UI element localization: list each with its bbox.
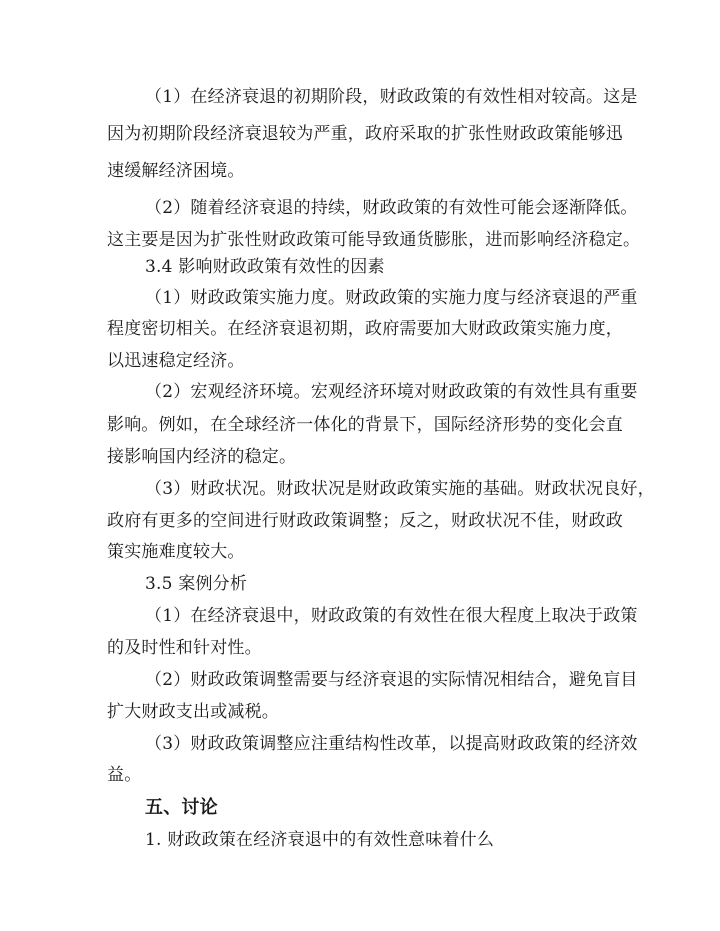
paragraph-line: （1）在经济衰退中，财政政策的有效性在很大程度上取决于政策: [145, 606, 638, 626]
paragraph-line: 以迅速稳定经济。: [107, 351, 245, 371]
chapter-heading-discussion: 五、讨论: [145, 797, 218, 818]
section-heading-3-4: 3.4 影响财政政策有效性的因素: [145, 257, 385, 277]
paragraph-line: 政府有更多的空间进行财政政策调整；反之，财政状况不佳，财政政: [107, 511, 623, 531]
paragraph-line: 影响。例如，在全球经济一体化的背景下，国际经济形势的变化会直: [107, 415, 623, 435]
section-heading-3-5: 3.5 案例分析: [145, 574, 248, 594]
paragraph-line: （2）财政政策调整需要与经济衰退的实际情况相结合，避免盲目: [145, 670, 638, 690]
paragraph-line: 程度密切相关。在经济衰退初期，政府需要加大财政政策实施力度，: [107, 319, 623, 339]
discussion-question: 1. 财政政策在经济衰退中的有效性意味着什么: [145, 830, 495, 850]
paragraph-line: （3）财政状况。财政状况是财政政策实施的基础。财政状况良好，: [145, 479, 655, 499]
paragraph-line: 因为初期阶段经济衰退较为严重，政府采取的扩张性财政政策能够迅: [107, 124, 623, 144]
paragraph-line: （3）财政政策调整应注重结构性改革，以提高财政政策的经济效: [145, 734, 638, 754]
paragraph-line: 益。: [107, 765, 142, 785]
paragraph-line: 这主要是因为扩张性财政政策可能导致通货膨胀，进而影响经济稳定。: [107, 230, 641, 250]
paragraph-line: （1）财政政策实施力度。财政政策的实施力度与经济衰退的严重: [145, 288, 638, 308]
paragraph-line: 的及时性和针对性。: [107, 638, 262, 658]
paragraph-line: （1）在经济衰退的初期阶段，财政政策的有效性相对较高。这是: [145, 87, 638, 107]
paragraph-line: 策实施难度较大。: [107, 542, 245, 562]
paragraph-line: （2）宏观经济环境。宏观经济环境对财政政策的有效性具有重要: [145, 382, 638, 402]
paragraph-line: 接影响国内经济的稳定。: [107, 447, 297, 467]
paragraph-line: 扩大财政支出或减税。: [107, 702, 279, 722]
paragraph-line: （2）随着经济衰退的持续，财政政策的有效性可能会逐渐降低。: [145, 198, 638, 218]
paragraph-line: 速缓解经济困境。: [107, 161, 245, 181]
